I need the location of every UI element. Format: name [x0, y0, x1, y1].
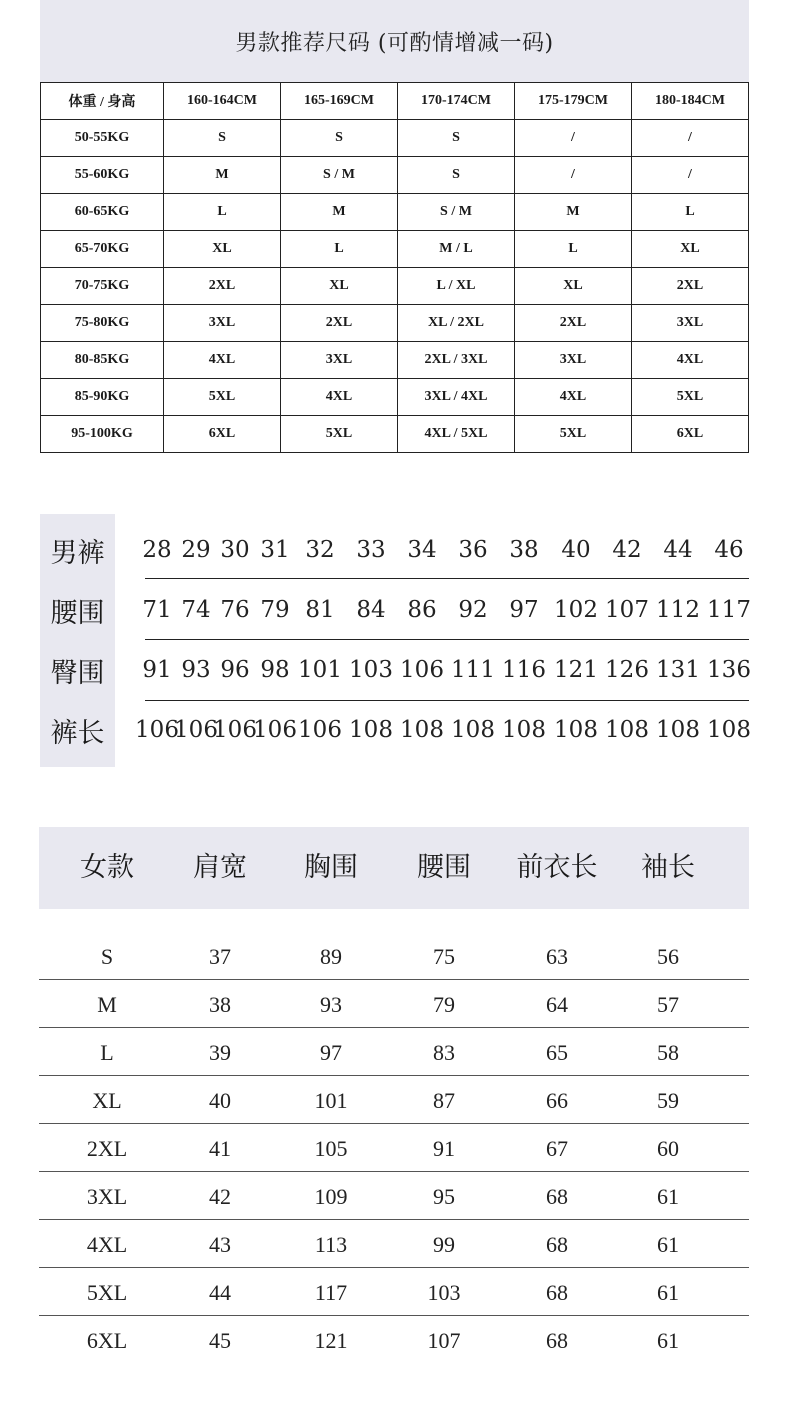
- table-header-row: [41, 83, 749, 120]
- measurement-cell: 57: [657, 992, 679, 1017]
- size-cell: 4XL: [164, 342, 281, 379]
- size-cell: S: [398, 157, 515, 194]
- size-cell: S: [398, 120, 515, 157]
- pants-value: 131: [656, 657, 700, 683]
- size-cell: 4XL: [515, 379, 632, 416]
- measurement-cell: 44: [209, 1280, 231, 1305]
- pants-value: 121: [554, 657, 598, 683]
- size-cell: /: [632, 157, 749, 194]
- size-cell: XL / 2XL: [398, 305, 515, 342]
- measurement-cell: 59: [657, 1088, 679, 1113]
- measurement-cell: 37: [209, 944, 231, 969]
- men-recommended-title: 男款推荐尺码 (可酌情增减一码): [40, 0, 749, 82]
- pants-value: 106: [400, 657, 444, 683]
- size-cell: 3XL: [632, 305, 749, 342]
- table-row: [39, 932, 749, 980]
- pants-row-label: 男裤: [50, 537, 105, 569]
- pants-value: 76: [220, 597, 250, 623]
- pants-value: 107: [605, 597, 649, 623]
- size-label-cell: 2XL: [86, 1136, 128, 1161]
- measurement-cell: 95: [433, 1184, 455, 1209]
- men-pants-size-section: [40, 514, 749, 767]
- measurement-cell: 61: [657, 1184, 679, 1209]
- pants-value: 106: [298, 717, 342, 743]
- pants-value: 33: [356, 537, 386, 563]
- size-cell: 4XL: [281, 379, 398, 416]
- measurement-cell: 93: [320, 992, 342, 1017]
- pants-value: 86: [407, 597, 437, 623]
- pants-value: 71: [142, 597, 172, 623]
- pants-value: 108: [554, 717, 598, 743]
- pants-row: [40, 520, 749, 580]
- header-cell: 160-164CM: [164, 83, 281, 120]
- pants-value: 91: [142, 657, 172, 683]
- measurement-cell: 64: [546, 992, 568, 1017]
- measurement-cell: 66: [546, 1088, 568, 1113]
- size-label-cell: 5XL: [86, 1280, 128, 1305]
- measurement-cell: 38: [209, 992, 231, 1017]
- table-row: [39, 1220, 749, 1268]
- size-label-cell: XL: [92, 1088, 122, 1113]
- measurement-cell: 41: [209, 1136, 231, 1161]
- weight-range-cell: 65-70KG: [41, 231, 164, 268]
- table-row: [41, 416, 749, 453]
- measurement-cell: 61: [657, 1328, 679, 1353]
- size-label-cell: 6XL: [86, 1328, 128, 1353]
- pants-value: 84: [356, 597, 386, 623]
- weight-range-cell: 70-75KG: [41, 268, 164, 305]
- weight-range-cell: 60-65KG: [41, 194, 164, 231]
- size-cell: 4XL / 5XL: [398, 416, 515, 453]
- size-cell: XL: [632, 231, 749, 268]
- size-cell: 5XL: [632, 379, 749, 416]
- table-row: [41, 268, 749, 305]
- measurement-cell: 79: [433, 992, 455, 1017]
- pants-value: 136: [707, 657, 751, 683]
- measurement-cell: 63: [546, 944, 568, 969]
- measurement-cell: 105: [314, 1136, 348, 1161]
- size-cell: /: [515, 120, 632, 157]
- size-cell: XL: [281, 268, 398, 305]
- pants-value: 81: [305, 597, 335, 623]
- size-cell: S / M: [281, 157, 398, 194]
- measurement-cell: 61: [657, 1232, 679, 1257]
- table-row: [41, 379, 749, 416]
- pants-value: 112: [656, 597, 700, 623]
- measurement-cell: 89: [320, 944, 342, 969]
- pants-value: 108: [400, 717, 444, 743]
- measurement-cell: 68: [546, 1232, 568, 1257]
- table-row: [39, 1124, 749, 1172]
- men-recommended-table: [40, 82, 749, 453]
- pants-row: [40, 580, 749, 640]
- measurement-cell: 68: [546, 1280, 568, 1305]
- pants-value: 30: [220, 537, 250, 563]
- header-cell: 180-184CM: [632, 83, 749, 120]
- measurement-cell: 56: [657, 944, 679, 969]
- women-header-cell: 袖长: [641, 852, 695, 883]
- pants-value: 102: [554, 597, 598, 623]
- measurement-cell: 75: [433, 944, 455, 969]
- header-cell: 170-174CM: [398, 83, 515, 120]
- size-cell: M: [515, 194, 632, 231]
- measurement-cell: 107: [427, 1328, 461, 1353]
- size-cell: M: [164, 157, 281, 194]
- pants-value: 101: [298, 657, 342, 683]
- measurement-cell: 39: [209, 1040, 231, 1065]
- women-header-cell: 前衣长: [516, 852, 598, 883]
- measurement-cell: 103: [427, 1280, 461, 1305]
- table-row: [39, 1316, 749, 1364]
- measurement-cell: 65: [546, 1040, 568, 1065]
- measurement-cell: 97: [320, 1040, 342, 1065]
- size-cell: XL: [164, 231, 281, 268]
- table-row: [41, 157, 749, 194]
- measurement-cell: 58: [657, 1040, 679, 1065]
- pants-value: 108: [707, 717, 751, 743]
- pants-value: 44: [663, 537, 693, 563]
- pants-value: 108: [451, 717, 495, 743]
- pants-value: 108: [502, 717, 546, 743]
- size-cell: 2XL: [281, 305, 398, 342]
- weight-range-cell: 80-85KG: [41, 342, 164, 379]
- table-row: [41, 342, 749, 379]
- pants-value: 46: [714, 537, 744, 563]
- pants-value: 116: [502, 657, 546, 683]
- women-table-body: [39, 932, 749, 1364]
- pants-value: 117: [707, 597, 751, 623]
- pants-value: 34: [407, 537, 437, 563]
- pants-row: [40, 700, 749, 760]
- pants-row: [40, 640, 749, 700]
- pants-value: 38: [509, 537, 539, 563]
- pants-value: 106: [253, 717, 297, 743]
- row-divider: [145, 700, 749, 701]
- pants-value: 126: [605, 657, 649, 683]
- size-label-cell: 3XL: [86, 1184, 128, 1209]
- size-cell: 4XL: [632, 342, 749, 379]
- women-header-cell: 女款: [80, 852, 134, 883]
- weight-range-cell: 55-60KG: [41, 157, 164, 194]
- size-cell: 3XL: [281, 342, 398, 379]
- size-cell: /: [515, 157, 632, 194]
- size-label-cell: S: [100, 944, 114, 969]
- size-cell: M: [281, 194, 398, 231]
- pants-value: 97: [509, 597, 539, 623]
- size-cell: 2XL: [515, 305, 632, 342]
- size-cell: L / XL: [398, 268, 515, 305]
- size-cell: 5XL: [515, 416, 632, 453]
- measurement-cell: 109: [314, 1184, 348, 1209]
- table-row: [39, 1028, 749, 1076]
- size-cell: 3XL: [164, 305, 281, 342]
- women-table-header: [39, 827, 749, 909]
- size-cell: 5XL: [281, 416, 398, 453]
- pants-value: 74: [181, 597, 211, 623]
- table-row: [39, 1076, 749, 1124]
- measurement-cell: 91: [433, 1136, 455, 1161]
- measurement-cell: 101: [314, 1088, 348, 1113]
- pants-value: 40: [561, 537, 591, 563]
- measurement-cell: 117: [314, 1280, 348, 1305]
- size-cell: 3XL: [515, 342, 632, 379]
- size-cell: 2XL: [632, 268, 749, 305]
- size-cell: 6XL: [632, 416, 749, 453]
- measurement-cell: 43: [209, 1232, 231, 1257]
- pants-value: 103: [349, 657, 393, 683]
- size-cell: /: [632, 120, 749, 157]
- measurement-cell: 67: [546, 1136, 568, 1161]
- measurement-cell: 83: [433, 1040, 455, 1065]
- measurement-cell: 45: [209, 1328, 231, 1353]
- pants-value: 79: [260, 597, 290, 623]
- pants-value: 36: [458, 537, 488, 563]
- size-cell: M / L: [398, 231, 515, 268]
- header-cell: 体重 / 身高: [41, 83, 164, 120]
- measurement-cell: 42: [209, 1184, 231, 1209]
- weight-range-cell: 75-80KG: [41, 305, 164, 342]
- pants-value: 96: [220, 657, 250, 683]
- header-cell: 175-179CM: [515, 83, 632, 120]
- size-label-cell: 4XL: [86, 1232, 128, 1257]
- measurement-cell: 87: [433, 1088, 455, 1113]
- pants-row-label: 腰围: [50, 597, 105, 629]
- weight-range-cell: 95-100KG: [41, 416, 164, 453]
- size-cell: 6XL: [164, 416, 281, 453]
- measurement-cell: 40: [209, 1088, 231, 1113]
- pants-row-label: 臀围: [50, 657, 105, 689]
- table-row: [39, 1268, 749, 1316]
- table-row: [39, 980, 749, 1028]
- women-header-cell: 肩宽: [193, 852, 247, 883]
- size-label-cell: M: [97, 992, 117, 1017]
- size-cell: 2XL / 3XL: [398, 342, 515, 379]
- size-cell: L: [515, 231, 632, 268]
- pants-value: 98: [260, 657, 290, 683]
- table-row: [41, 120, 749, 157]
- measurement-cell: 99: [433, 1232, 455, 1257]
- size-cell: 5XL: [164, 379, 281, 416]
- pants-value: 108: [349, 717, 393, 743]
- size-label-cell: L: [100, 1040, 114, 1065]
- measurement-cell: 113: [314, 1232, 348, 1257]
- pants-value: 106: [174, 717, 218, 743]
- measurement-cell: 68: [546, 1328, 568, 1353]
- size-cell: L: [632, 194, 749, 231]
- table-row: [39, 1172, 749, 1220]
- measurement-cell: 60: [657, 1136, 679, 1161]
- pants-value: 42: [612, 537, 642, 563]
- pants-value: 92: [458, 597, 488, 623]
- women-header-cell: 腰围: [417, 852, 471, 883]
- measurement-cell: 121: [314, 1328, 348, 1353]
- pants-value: 28: [142, 537, 172, 563]
- pants-row-label: 裤长: [50, 717, 105, 749]
- row-divider: [145, 578, 749, 579]
- pants-value: 108: [656, 717, 700, 743]
- table-row: [41, 305, 749, 342]
- pants-value: 29: [181, 537, 211, 563]
- size-cell: L: [281, 231, 398, 268]
- table-row: [41, 194, 749, 231]
- size-cell: L: [164, 194, 281, 231]
- measurement-cell: 61: [657, 1280, 679, 1305]
- header-cell: 165-169CM: [281, 83, 398, 120]
- row-divider: [145, 639, 749, 640]
- women-header-cell: 胸围: [304, 852, 358, 883]
- weight-range-cell: 50-55KG: [41, 120, 164, 157]
- pants-value: 93: [181, 657, 211, 683]
- women-size-section: [39, 827, 749, 1364]
- size-cell: S: [164, 120, 281, 157]
- weight-range-cell: 85-90KG: [41, 379, 164, 416]
- measurement-cell: 68: [546, 1184, 568, 1209]
- pants-value: 32: [305, 537, 335, 563]
- men-recommended-size-section: [40, 0, 749, 453]
- pants-value: 31: [260, 537, 290, 563]
- pants-value: 106: [135, 717, 179, 743]
- pants-value: 111: [451, 657, 495, 683]
- table-row: [41, 231, 749, 268]
- pants-value: 108: [605, 717, 649, 743]
- size-cell: XL: [515, 268, 632, 305]
- size-cell: 2XL: [164, 268, 281, 305]
- size-cell: S / M: [398, 194, 515, 231]
- size-cell: 3XL / 4XL: [398, 379, 515, 416]
- pants-value: 106: [213, 717, 257, 743]
- size-cell: S: [281, 120, 398, 157]
